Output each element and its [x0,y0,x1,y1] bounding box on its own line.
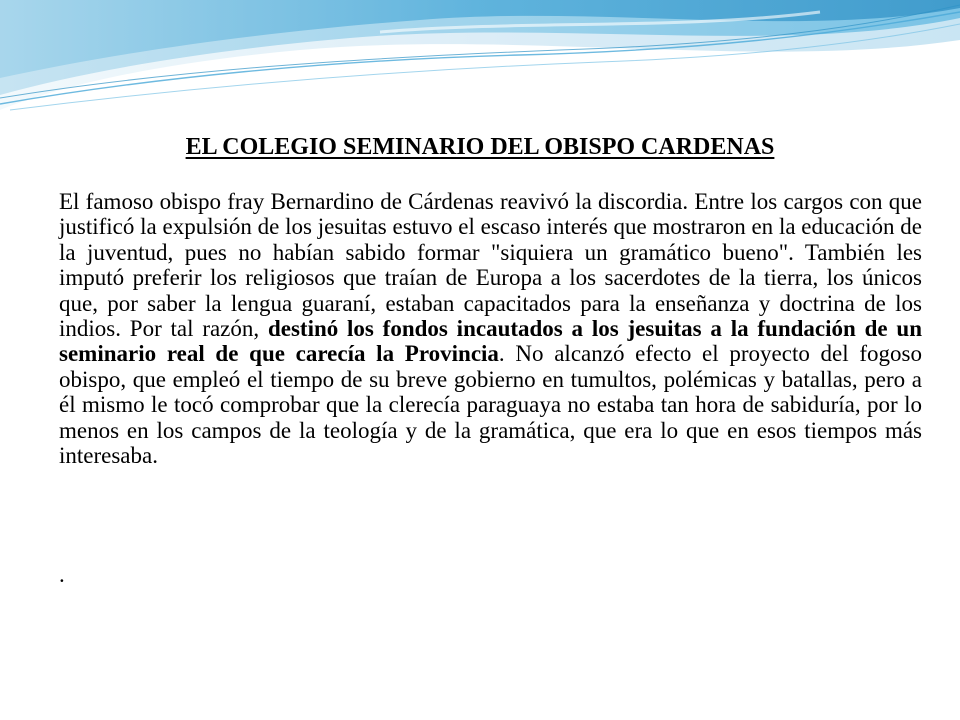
body-paragraph [59,189,922,468]
paragraph-text-end: . No alcanzó efecto el proyecto del fogoso obispo, que empleó el tiempo de su breve gobierno en tumultos, polémicas y batallas, pero a él mismo le tocó comprobar que la clerecía paraguaya no estaba tan hora de sabiduría, por lo menos en los campos de la teología y de la gramática, que era lo que en esos tiempos más interesaba. [59,341,922,469]
header-wave-decoration [0,0,960,120]
slide-title: EL COLEGIO SEMINARIO DEL OBISPO CARDENAS [185,134,775,160]
trailing-mark: . [59,562,65,587]
paragraph-text-start: El famoso obispo fray Bernardino de Cárdenas reavivó la discordia. Entre los cargos con que justificó la expulsión de los jesuitas estuvo el escaso interés que mostraron en la educación de la juventud, pues no habían sabido formar "siquiera un gramático bueno". También les imputó preferir los religiosos que traían de Europa a los sacerdotes de la tierra, los únicos que, por saber la lengua guaraní, estaban capacitados para la enseñanza y doctrina de los indios. Por tal razón, [59,189,922,342]
paragraph-bold-emphasis: destinó los fondos incautados a los jesuitas a la fundación de un seminario real de que carecía la Provincia [59,316,922,367]
